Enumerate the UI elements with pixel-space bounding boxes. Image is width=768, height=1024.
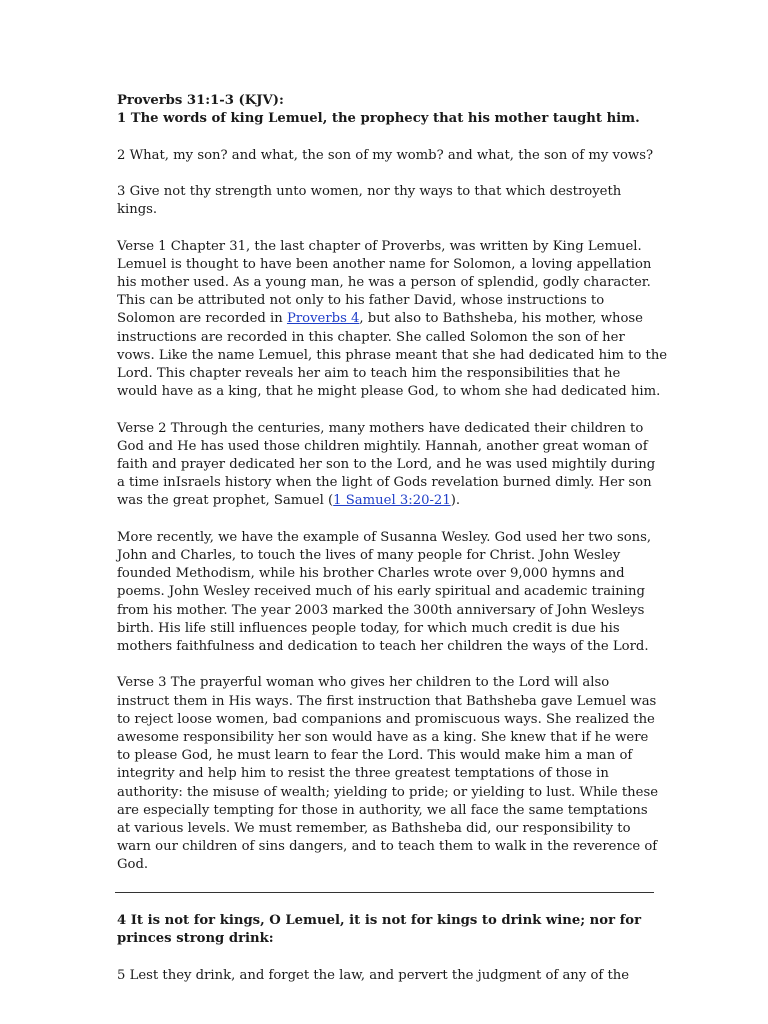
verse-5-text: 5 Lest they drink, and forget the law, and pervert the judgment of any of the (117, 967, 630, 983)
samuel-link[interactable]: 1 Samuel 3:20-21 (333, 493, 451, 509)
passage-title: Proverbs 31:1-3 (KJV): (117, 93, 284, 108)
commentary-wesley: More recently, we have the example of Susanna Wesley. God used her two sons, John and Charles, to touch the lives of many people for Christ. John Wesley founded Methodism, while his brother Charles wrote over 9,000 hymns and poems. John Wesley received much of his early spiritual and academic training from his mother. The year 2003 marked the 300th anniversary of John Wesleys birth. His life still influences people today, for which much credit is due his mothers faithfulness and dedication to teach her children the ways of the Lord. (117, 529, 652, 655)
commentary-verse-1: Verse 1 Chapter 31, the last chapter of Proverbs, was written by King Lemuel. Lemuel is thought to have been another name for Solomon, a loving appellation his mother used. As a young man, he was a person of splendid, godly character. This can be attributed not only to his father David, whose instructions to Solomon are recorded in Proverbs 4, but also to Bathsheba, his mother, whose instructions are recorded in this chapter. She called Solomon the son of her vows. Like the name Lemuel, this phrase meant that she had dedicated him to the Lord. This chapter reveals her aim to teach him the responsibilities that he would have as a king, that he might please God, to whom she had dedicated him. (117, 238, 668, 400)
commentary-verse-3: Verse 3 The prayerful woman who gives her children to the Lord will also instruct them in His ways. The first instruction that Bathsheba gave Lemuel was to reject loose women, bad companions and promiscuous ways. She realized the awesome responsibility her son would have as a king. She knew that if he were to please God, he must learn to fear the Lord. This would make him a man of integrity and help him to resist the three greatest temptations of those in authority: the misuse of wealth; yielding to pride; or yielding to lust. While these are especially tempting for those in authority, we all face the same temptations at various levels. We must remember, as Bathsheba did, our responsibility to warn our children of sins dangers, and to teach them to walk in the reverence of God. (117, 675, 659, 873)
proverbs-4-link[interactable]: Proverbs 4 (286, 311, 360, 327)
commentary-verse-2: Verse 2 Through the centuries, many mothers have dedicated their children to God and He has used those children mightily. Hannah, another great woman of faith and prayer dedicated her son to the Lord, and he was used mightily during a time inIsraels history when the light of Gods revelation burned dimly. Her son was the great prophet, Samuel (1 Samuel 3:20-21). (117, 420, 656, 509)
verse-1-text: 1 The words of king Lemuel, the prophecy that his mother taught him. (117, 111, 640, 127)
document-body (117, 92, 668, 893)
verse-2-text: 2 What, my son? and what, the son of my womb? and what, the son of my vows? (117, 147, 654, 163)
verse-3-text: 3 Give not thy strength unto women, nor thy ways to that which destroyeth kings. (117, 183, 622, 218)
scripture-heading (117, 92, 657, 128)
section-divider (115, 892, 654, 893)
next-section (117, 912, 657, 985)
verse-4-text: 4 It is not for kings, O Lemuel, it is not for kings to drink wine; nor for princes strong drink: (117, 913, 642, 947)
